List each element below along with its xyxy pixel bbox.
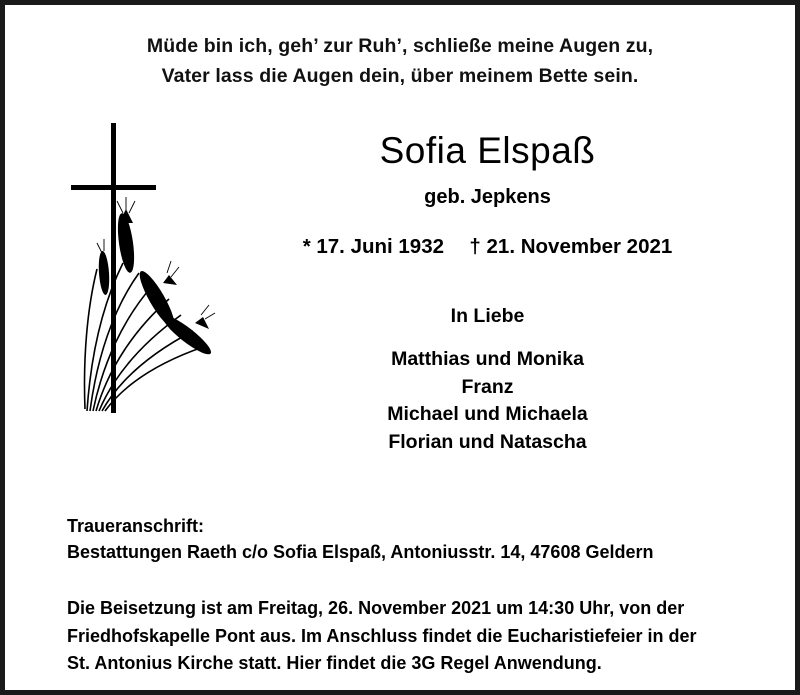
list-item: Michael und Michaela — [387, 403, 588, 426]
list-item: Matthias und Monika — [391, 347, 584, 370]
birth-date: * 17. Juni 1932 — [302, 234, 445, 258]
verse-block — [5, 5, 795, 91]
funeral-info-line-2: Friedhofskapelle Pont aus. Im Anschluss findet die Eucharistiefeier in der — [67, 625, 697, 646]
survivor-list — [220, 346, 755, 458]
lower-info-block — [67, 513, 755, 677]
main-text-block — [220, 131, 755, 457]
list-item: Franz — [461, 375, 514, 398]
maiden-name: geb. Jepkens — [424, 185, 551, 208]
notice-inner — [5, 5, 795, 690]
funeral-info-line-1: Die Beisetzung ist am Freitag, 26. November 2021 um 14:30 Uhr, von der — [67, 598, 685, 619]
mourning-address-label: Traueranschrift: — [67, 516, 205, 536]
life-dates — [220, 235, 755, 259]
funeral-info-line-3: St. Antonius Kirche statt. Hier findet die 3G Regel Anwendung. — [67, 652, 602, 673]
in-love-label: In Liebe — [450, 304, 525, 327]
deceased-name: Sofia Elspaß — [379, 130, 596, 171]
verse-line-1: Müde bin ich, geh’ zur Ruh’, schließe meine Augen zu, — [146, 35, 654, 57]
funeral-info — [67, 595, 755, 677]
cross-with-grasses-icon — [57, 123, 237, 423]
death-date: † 21. November 2021 — [469, 234, 673, 258]
list-item: Florian und Natascha — [388, 431, 587, 454]
mourning-address-value: Bestattungen Raeth c/o Sofia Elspaß, Antoniusstr. 14, 47608 Geldern — [67, 542, 654, 563]
verse-line-2: Vater lass die Augen dein, über meinem Bette sein. — [161, 65, 639, 88]
